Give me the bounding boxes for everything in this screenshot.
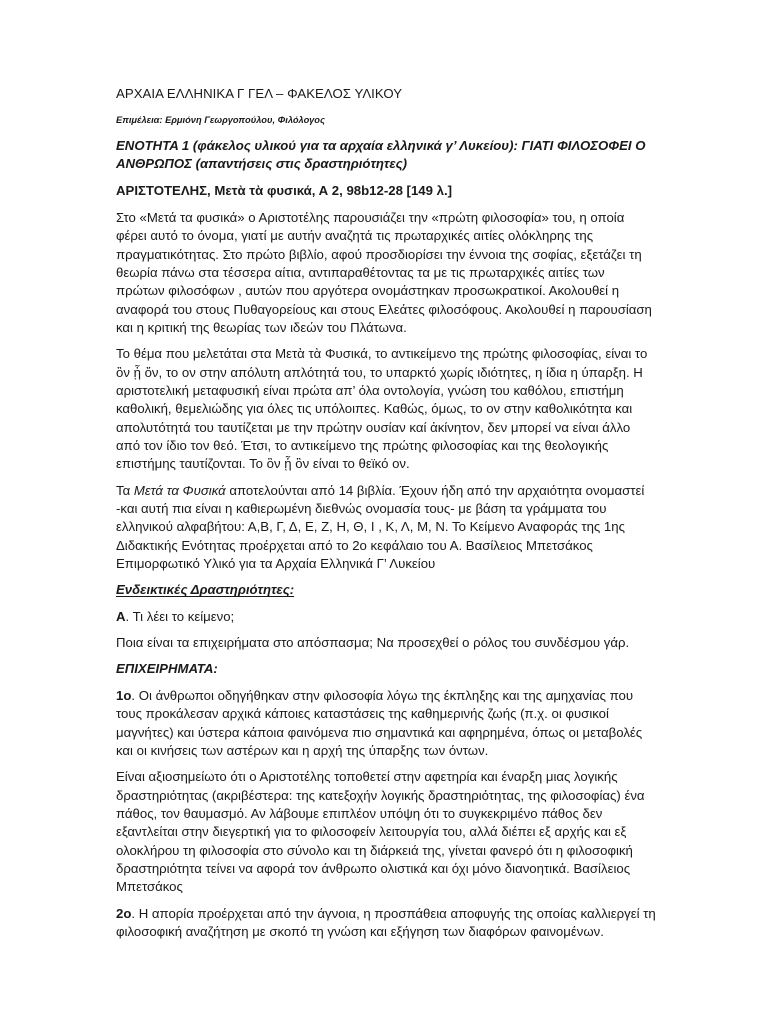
paragraph-books <box>116 482 656 574</box>
paragraph-books-rest: αποτελούνται από 14 βιβλία. Έχουν ήδη από την αρχαιότητα ονομαστεί -και αυτή πια είναι η καθιερωμένη διεθνώς ονομασία τους- με βάση τα γράμματα του ελληνικού αλφαβήτου: Α,Β, Γ, Δ, Ε, Ζ, Η, Θ, Ι , Κ, Λ, Μ, Ν. Το Κείμενο Αναφοράς της 1ης Διδακτικής Ενότητας προέρχεται από το 2ο κεφάλαιο του Α. Βασίλειος Μπετσάκος Επιμορφωτικό Υλικό για τα Αρχαία Ελληνικά Γ’ Λυκείου <box>116 482 645 572</box>
question-text: . Τι λέει το κείμενο; <box>125 608 235 624</box>
argument-2 <box>116 905 656 942</box>
source-heading: ΑΡΙΣΤΟΤΕΛΗΣ, Μετὰ τὰ φυσικά, Α 2, 98b12-28 [149 λ.] <box>116 182 453 198</box>
argument-2-label: 2ο <box>116 905 132 921</box>
question-paragraph: Ποια είναι τα επιχειρήματα στο απόσπασμα; Να προσεχθεί ο ρόλος του συνδέσμου γάρ. <box>116 635 630 651</box>
argument-2-text: . Η απορία προέρχεται από την άγνοια, η προσπάθεια αποφυγής της οποίας καλλιεργεί τη φιλοσοφική αναζήτηση με σκοπό τη γνώση και εξήγηση των διαφόρων φαινομένων. <box>116 905 656 939</box>
paragraph-subject: Το θέμα που μελετάται στα Μετὰ τὰ Φυσικά, το αντικείμενο της πρώτης φιλοσοφίας, είναι το ὂν ᾗ ὄν, το ον στην απόλυτη απλότητά του, το υπαρκτό χωρίς ιδιότητες, η ίδια η ύπαρξη. Η αριστοτελική μεταφυσική είναι πρώτα απ’ όλα οντολογία, γνώση του καθόλου, επιστήμη καθολική, θεμελιώδης για όλες τις υπόλοιπες. Καθώς, όμως, το ον στην καθολικότητα και απολυτότητά του ταυτίζεται με την πρώτην ουσίαν καί ἀκίνητον, δεν μπορεί να είναι άλλο από τον ίδιο τον θεό. Έτσι, το αντικείμενο της πρώτης φιλοσοφίας και της θεολογικής επιστήμης ταυτίζονται. Το ὂν ᾗ ὂν είναι το θεϊκό ον. <box>116 346 648 472</box>
paragraph-books-title: Μετά τα Φυσικά <box>133 482 226 498</box>
argument-1-comment: Είναι αξιοσημείωτο ότι ο Αριστοτέλης τοποθετεί στην αφετηρία και έναρξη μιας λογικής δραστηριότητας (ακριβέστερα: της κατεξοχήν λογικής δραστηριότητας, της φιλοσοφίας) ένα πάθος, τον θαυμασμό. Αν λάβουμε επιπλέον υπόψη ότι το συγκεκριμένο πάθος δεν εξαντλείται στην διεγερτική για το φιλοσοφείν λειτουργία του, αλλά διέπει εξ αρχής και εξ ολοκλήρου τη φιλοσοφία στο σύνολο και τη διάρκειά της, γίνεται φανερό ότι η φιλοσοφική δραστηριότητα τείνει να αφορά τον άνθρωπο ολιστικά και όχι μόνο διανοητικά. Βασίλειος Μπετσάκος <box>116 769 645 895</box>
question-line <box>116 608 656 626</box>
arguments-heading: ΕΠΙΧΕΙΡΗΜΑΤΑ: <box>116 661 218 677</box>
paragraph-books-lead: Τα <box>116 482 134 498</box>
argument-1-label: 1ο <box>116 687 132 703</box>
unit-heading: ΕΝΟΤΗΤΑ 1 (φάκελος υλικού για τα αρχαία ελληνικά γ’ Λυκείου): ΓΙΑΤΙ ΦΙΛΟΣΟΦΕΙ Ο ΑΝΘΡΩΠΟΣ (απαντήσεις στις δραστηριότητες) <box>116 137 646 171</box>
document-title: ΑΡΧΑΙΑ ΕΛΛΗΝΙΚΑ Γ ΓΕΛ – ΦΑΚΕΛΟΣ ΥΛΙΚΟΥ <box>116 86 403 101</box>
activities-heading: Ενδεικτικές Δραστηριότητες: <box>116 582 295 598</box>
question-label: Α <box>116 608 126 624</box>
paragraph-intro: Στο «Μετά τα φυσικά» ο Αριστοτέλης παρουσιάζει την «πρώτη φιλοσοφία» του, η οποία φέρει αυτό το όνομα, γιατί με αυτήν αναζητά τις πρωταρχικές αιτίες ολόκληρης της πραγματικότητας. Στο πρώτο βιβλίο, αφού προσδιορίσει την έννοια της σοφίας, εξετάζει τη θεωρία πάνω στα τέσσερα αίτια, αντιπαραθέτοντας τα με τις πρωταρχικές αιτίες των πρώτων φιλοσόφων , αυτών που αργότερα ονομάστηκαν προσωκρατικοί. Ακολουθεί η αναφορά του στους Πυθαγορείους και στους Ελεάτες φιλοσόφους. Ακολουθεί η παρουσίαση και η κριτική της θεωρίας των ιδεών του Πλάτωνα. <box>116 209 652 335</box>
argument-1-text: . Οι άνθρωποι οδηγήθηκαν στην φιλοσοφία λόγω της έκπληξης και της αμηχανίας που τους προκάλεσαν αρχικά κάποιες καταστάσεις της καθημερινής ζωής (π.χ. οι φυσικοί μαγνήτες) και ύστερα κάποια φαινόμενα πιο σημαντικά και αφηρημένα, όπως οι μεταβολές και οι κινήσεις των αστέρων και η αρχή της ύπαρξης των όντων. <box>116 687 643 758</box>
editor-line: Επιμέλεια: Ερμιόνη Γεωργοπούλου, Φιλόλογος <box>116 114 325 125</box>
argument-1 <box>116 687 656 760</box>
document-page <box>116 86 656 949</box>
